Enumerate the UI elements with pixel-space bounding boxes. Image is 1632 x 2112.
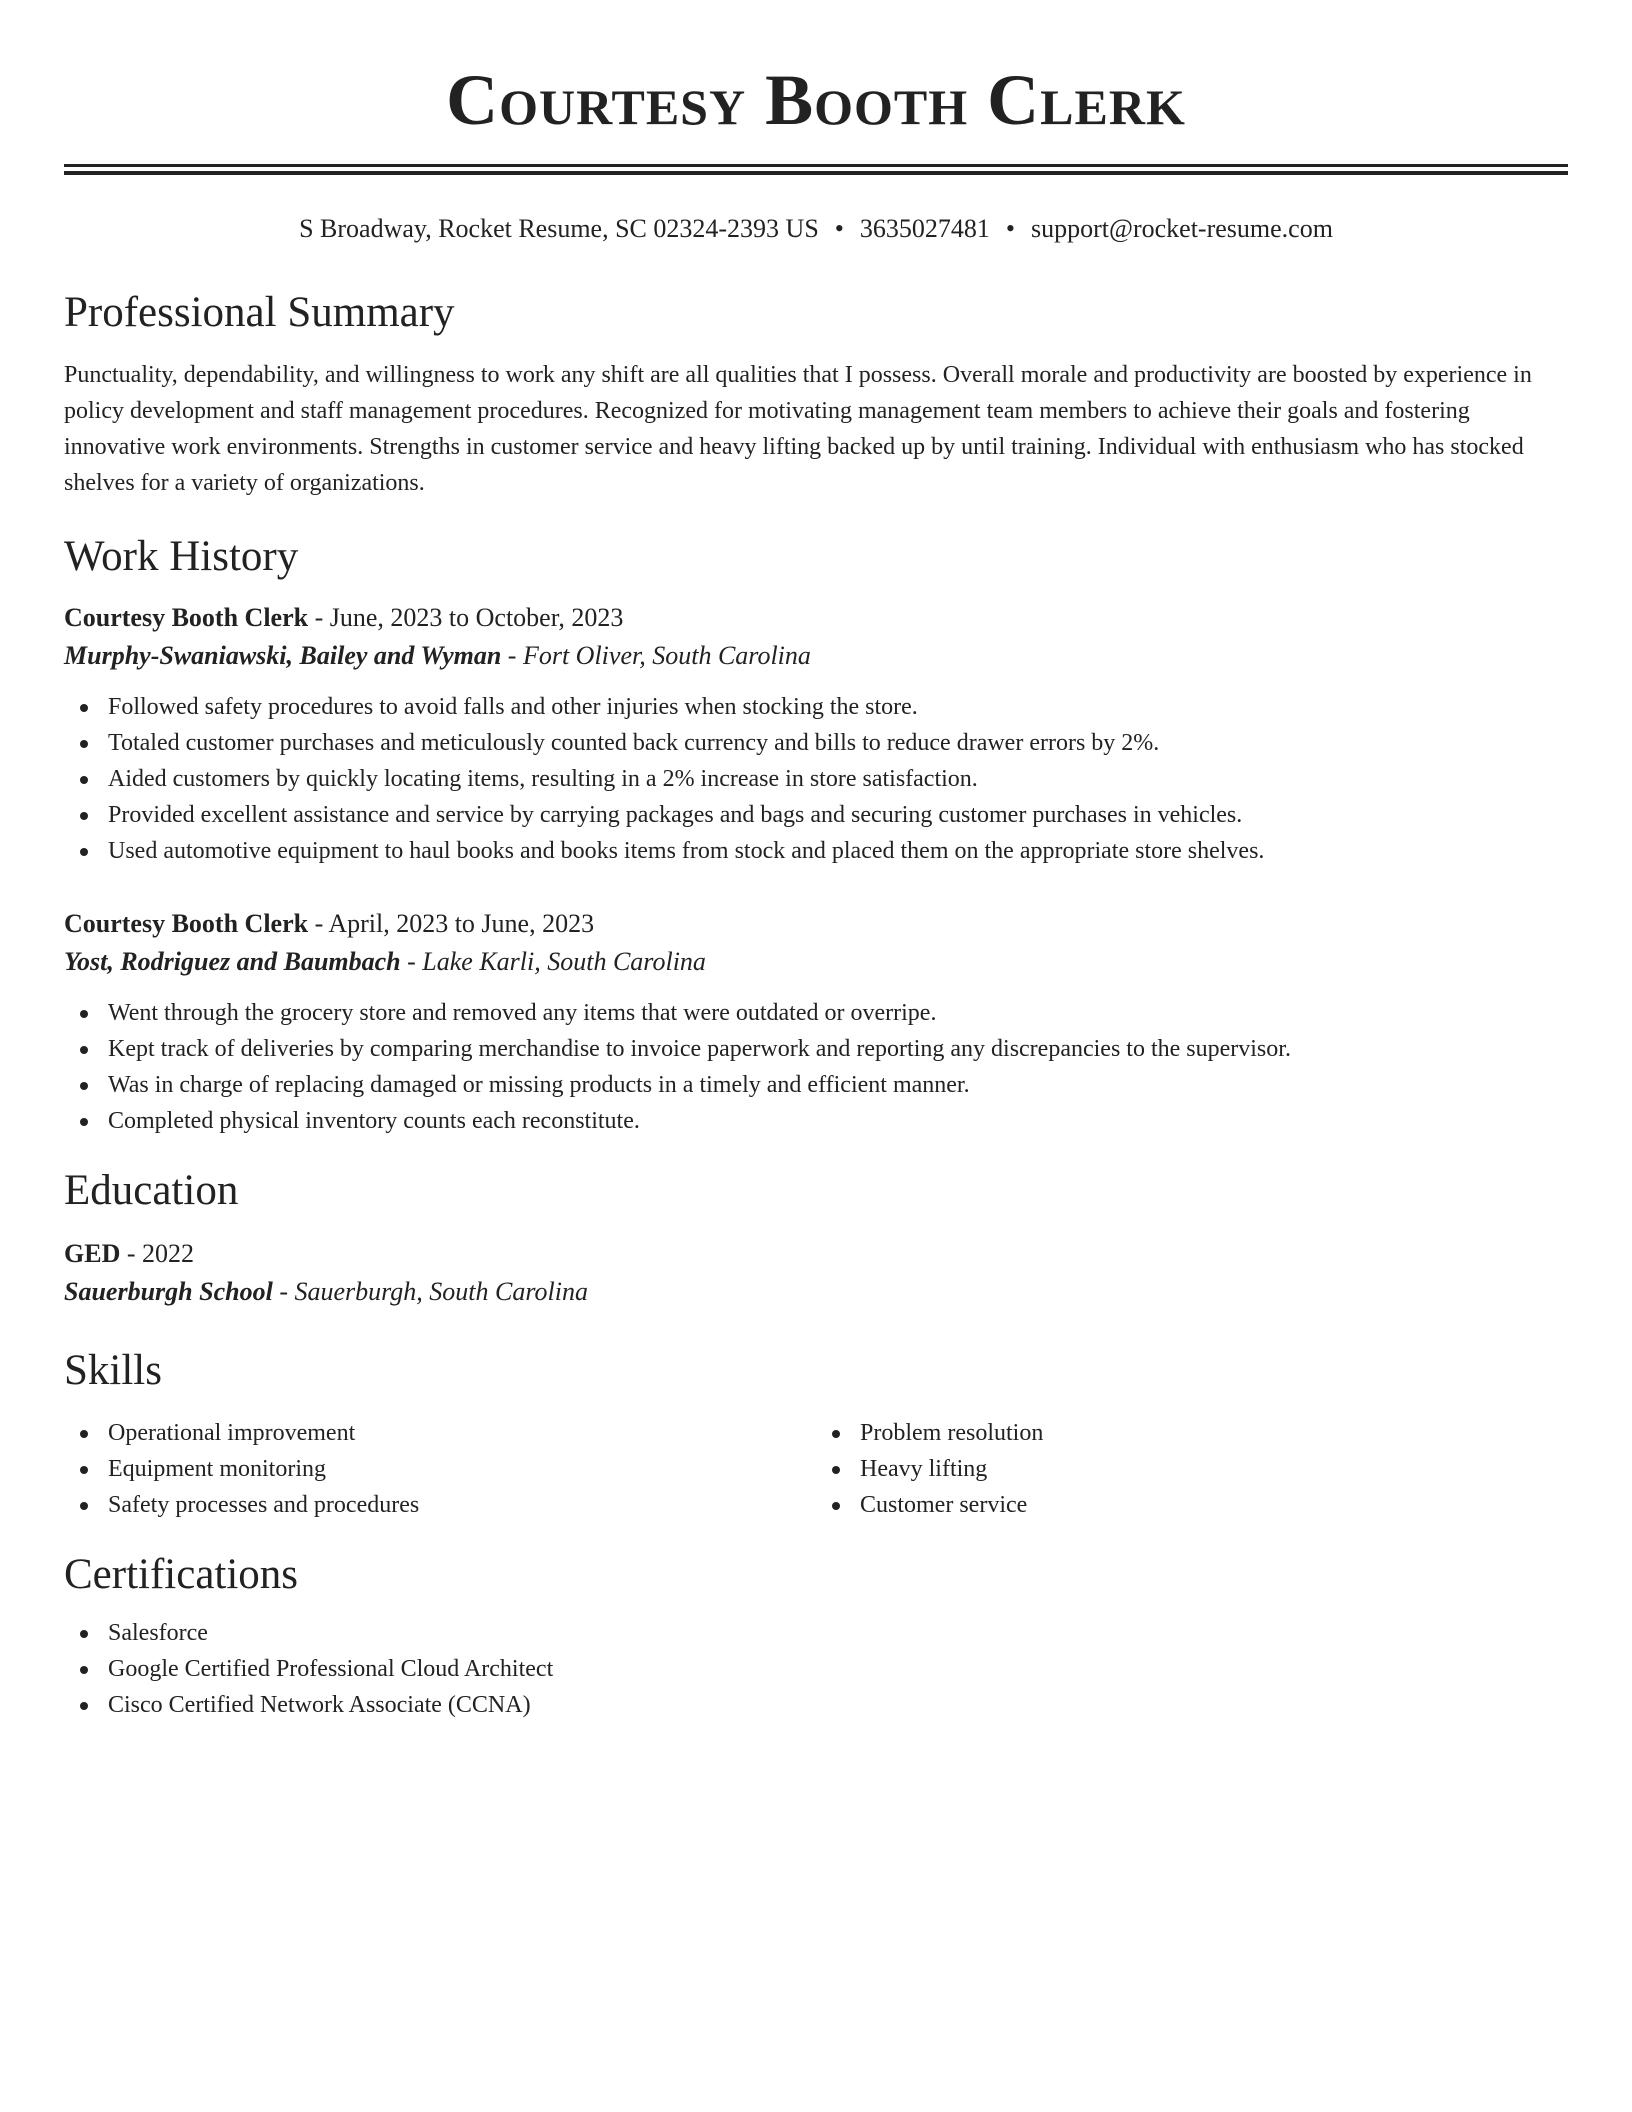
job-title-line bbox=[64, 905, 1568, 943]
list-item: Kept track of deliveries by comparing merchandise to invoice paperwork and reporting any discrepancies to the supervisor. bbox=[64, 1031, 1568, 1067]
list-item: Problem resolution bbox=[816, 1415, 1568, 1451]
job-duties-list bbox=[64, 689, 1568, 869]
list-item: Operational improvement bbox=[64, 1415, 816, 1451]
list-item: Totaled customer purchases and meticulously counted back currency and bills to reduce drawer errors by 2%. bbox=[64, 725, 1568, 761]
title-divider bbox=[64, 164, 1568, 175]
list-item: Salesforce bbox=[64, 1615, 1568, 1651]
job-company: Yost, Rodriguez and Baumbach bbox=[64, 947, 401, 976]
job-duties-list bbox=[64, 995, 1568, 1139]
job-company: Murphy-Swaniawski, Bailey and Wyman bbox=[64, 641, 502, 670]
skills-heading: Skills bbox=[64, 1347, 162, 1394]
summary-text: Punctuality, dependability, and willingness to work any shift are all qualities that I possess. Overall morale and productivity are boosted by experience in policy development and staff management procedures. Recognized for motivating management team members to achieve their goals and fostering innovative work environments. Strengths in customer service and heavy lifting backed up by until training. Individual with enthusiasm who has stocked shelves for a variety of organizations. bbox=[64, 362, 1532, 496]
skills-list-right bbox=[816, 1415, 1568, 1523]
list-item: Was in charge of replacing damaged or missing products in a timely and efficient manner. bbox=[64, 1067, 1568, 1103]
job-dates: - April, 2023 to June, 2023 bbox=[308, 909, 595, 938]
school-location: - Sauerburgh, South Carolina bbox=[272, 1277, 588, 1306]
degree: GED bbox=[64, 1239, 121, 1268]
list-item: Used automotive equipment to haul books and books items from stock and placed them on the appropriate store shelves. bbox=[64, 833, 1568, 869]
school-name: Sauerburgh School bbox=[64, 1277, 273, 1306]
job-title-line bbox=[64, 599, 1568, 637]
skills-grid bbox=[64, 1415, 1568, 1523]
list-item: Equipment monitoring bbox=[64, 1451, 816, 1487]
school-line bbox=[64, 1273, 1568, 1311]
list-item: Cisco Certified Network Associate (CCNA) bbox=[64, 1687, 1568, 1723]
job-entry bbox=[64, 905, 1568, 1139]
work-history-heading: Work History bbox=[64, 533, 299, 580]
summary-heading: Professional Summary bbox=[64, 289, 455, 336]
contact-separator: • bbox=[834, 214, 844, 243]
contact-email: support@rocket-resume.com bbox=[1031, 214, 1333, 243]
education-heading: Education bbox=[64, 1167, 239, 1214]
contact-address: S Broadway, Rocket Resume, SC 02324-2393 US bbox=[299, 214, 819, 243]
list-item: Provided excellent assistance and service by carrying packages and bags and securing customer purchases in vehicles. bbox=[64, 797, 1568, 833]
list-item: Went through the grocery store and removed any items that were outdated or overripe. bbox=[64, 995, 1568, 1031]
list-item: Customer service bbox=[816, 1487, 1568, 1523]
skills-list-left bbox=[64, 1415, 816, 1523]
job-entry bbox=[64, 599, 1568, 869]
list-item: Followed safety procedures to avoid falls and other injuries when stocking the store. bbox=[64, 689, 1568, 725]
degree-line bbox=[64, 1235, 1568, 1273]
contact-phone: 3635027481 bbox=[859, 214, 990, 243]
resume-title: Courtesy Booth Clerk bbox=[446, 60, 1186, 140]
job-company-line bbox=[64, 943, 1568, 981]
job-location: - Lake Karli, South Carolina bbox=[400, 947, 706, 976]
list-item: Google Certified Professional Cloud Architect bbox=[64, 1651, 1568, 1687]
list-item: Safety processes and procedures bbox=[64, 1487, 816, 1523]
job-location: - Fort Oliver, South Carolina bbox=[501, 641, 811, 670]
list-item: Completed physical inventory counts each reconstitute. bbox=[64, 1103, 1568, 1139]
job-dates: - June, 2023 to October, 2023 bbox=[308, 603, 624, 632]
job-title: Courtesy Booth Clerk bbox=[64, 603, 309, 632]
job-company-line bbox=[64, 637, 1568, 675]
contact-separator: • bbox=[1005, 214, 1016, 243]
list-item: Aided customers by quickly locating items, resulting in a 2% increase in store satisfaction. bbox=[64, 761, 1568, 797]
list-item: Heavy lifting bbox=[816, 1451, 1568, 1487]
certifications-heading: Certifications bbox=[64, 1551, 299, 1598]
contact-line bbox=[64, 209, 1568, 249]
education-entry bbox=[64, 1235, 1568, 1311]
degree-year: - 2022 bbox=[120, 1239, 195, 1268]
job-title: Courtesy Booth Clerk bbox=[64, 909, 309, 938]
certifications-list bbox=[64, 1615, 1568, 1723]
